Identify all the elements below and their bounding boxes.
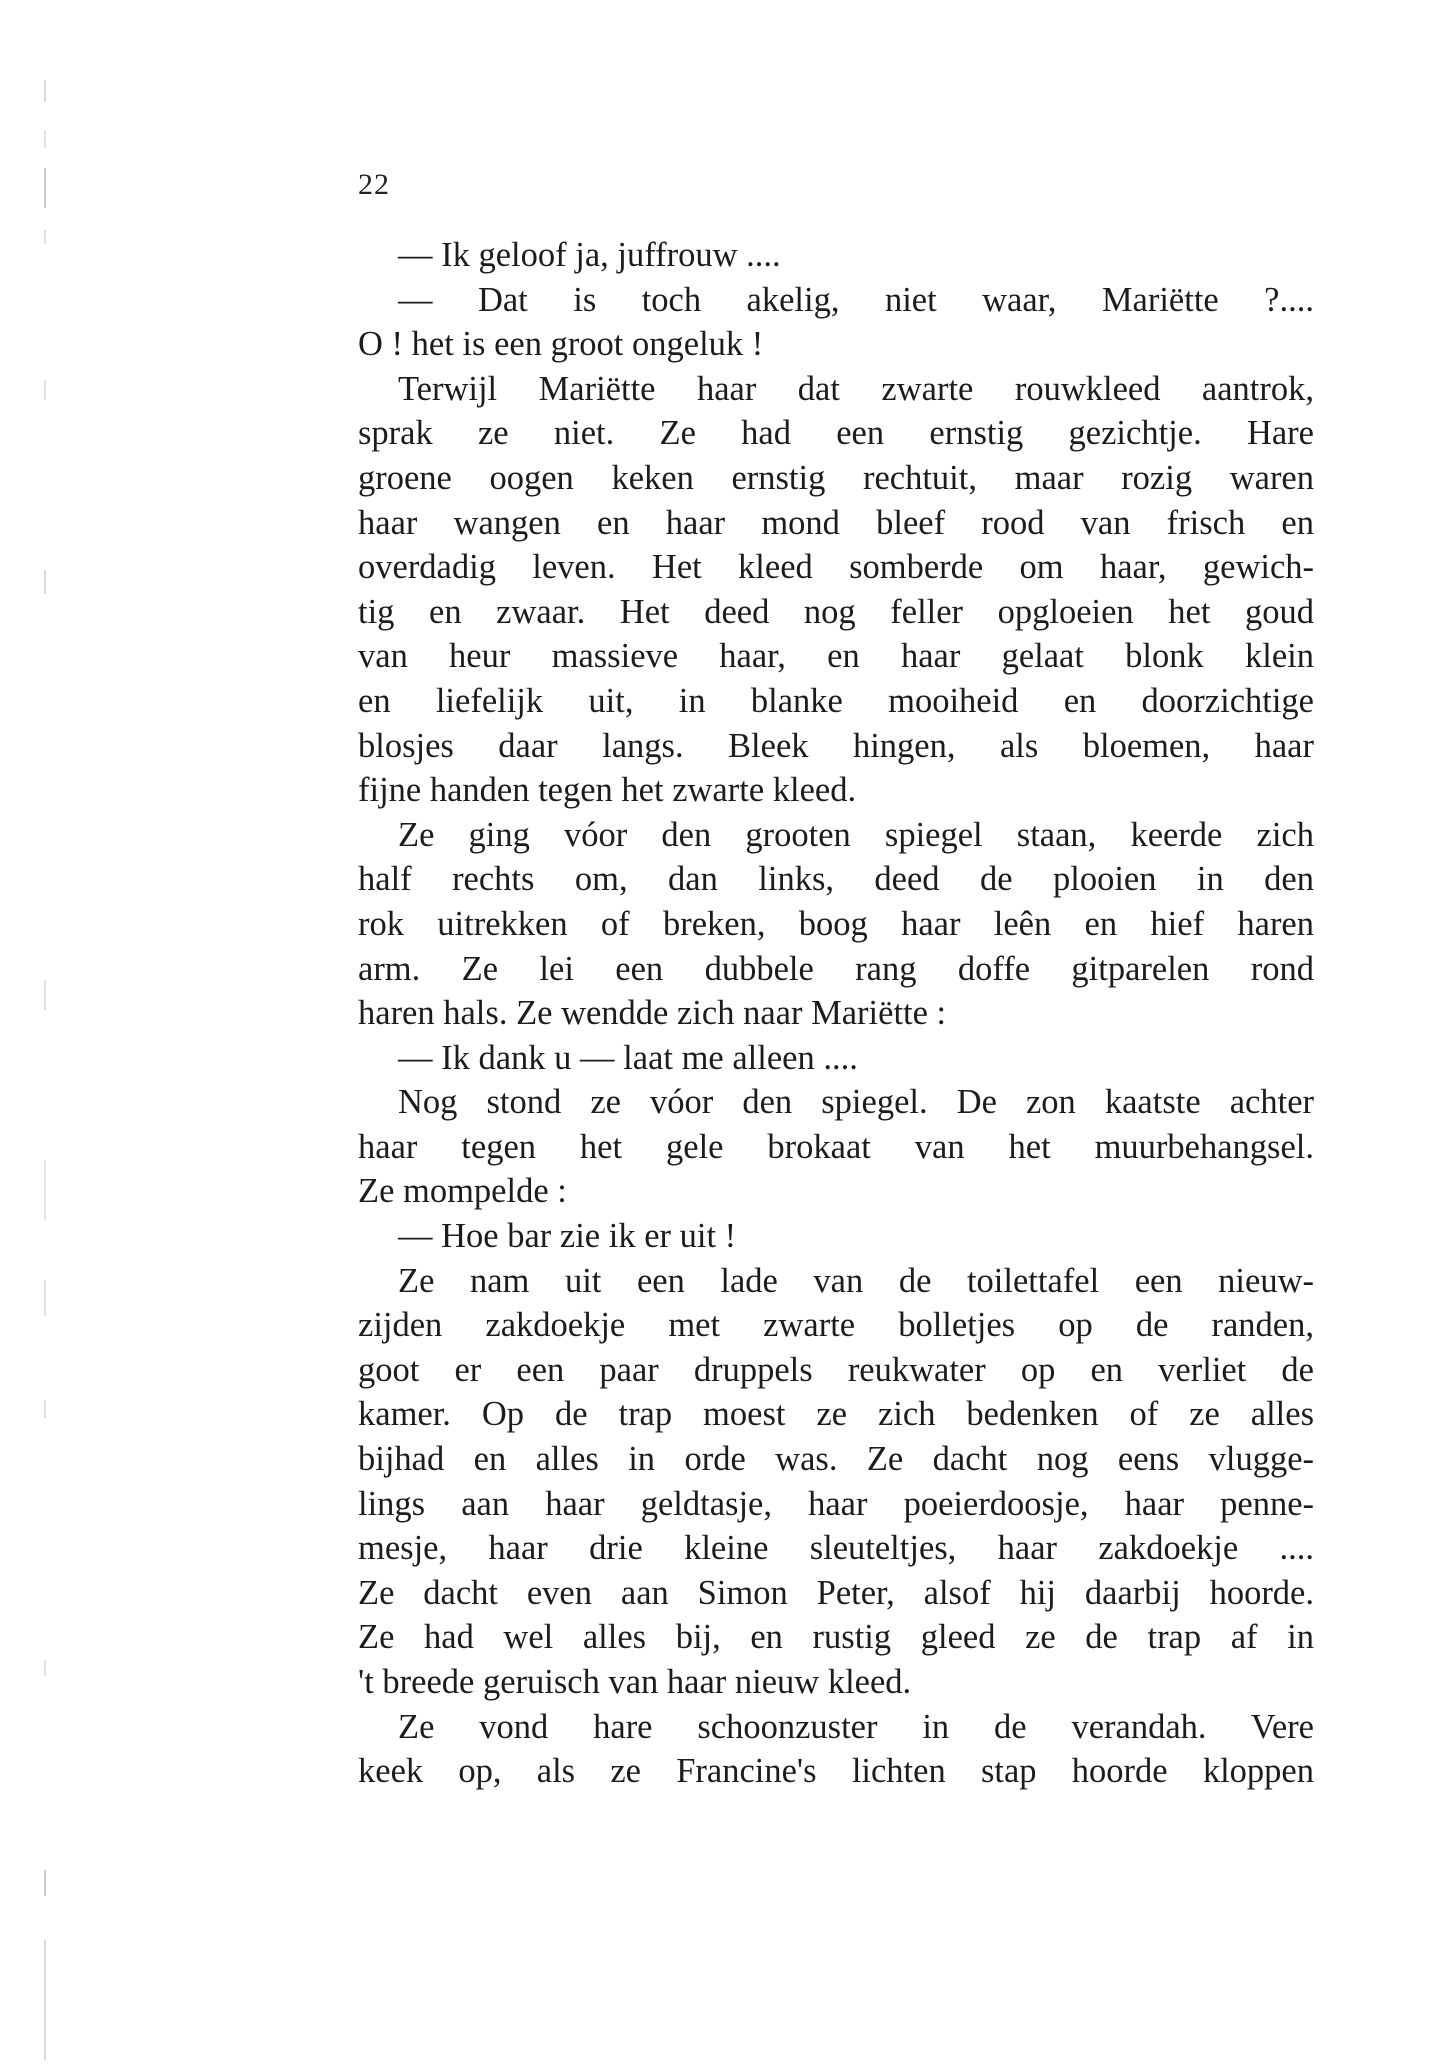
text-line: arm. Ze lei een dubbele rang doffe gitparelen rond <box>358 949 1314 988</box>
text-line: Ze nam uit een lade van de toilettafel een nieuw- <box>398 1261 1314 1300</box>
scan-margin-marks <box>44 80 48 2060</box>
text-line: Ze ging vóor den grooten spiegel staan, keerde zich <box>398 815 1314 854</box>
text-line: keek op, als ze Francine's lichten stap hoorde kloppen <box>358 1752 1314 1791</box>
text-line: — Dat is toch akelig, niet waar, Mariëtte ?.... <box>398 280 1314 319</box>
text-line: goot er een paar druppels reukwater op en verliet de <box>358 1350 1314 1389</box>
text-line: haar tegen het gele brokaat van het muurbehangsel. <box>358 1127 1314 1166</box>
text-line: groene oogen keken ernstig rechtuit, maar rozig waren <box>358 458 1314 497</box>
text-line: half rechts om, dan links, deed de plooien in den <box>358 860 1314 899</box>
text-line: zijden zakdoekje met zwarte bolletjes op de randen, <box>358 1306 1314 1345</box>
page-number: 22 <box>358 168 390 201</box>
text-line: tig en zwaar. Het deed nog feller opgloeien het goud <box>358 592 1314 631</box>
text-line: haren hals. Ze wendde zich naar Mariëtte : <box>358 994 947 1033</box>
text-line: en liefelijk uit, in blanke mooiheid en doorzichtige <box>358 681 1314 720</box>
text-line: O ! het is een groot ongeluk ! <box>358 325 764 364</box>
text-line: Terwijl Mariëtte haar dat zwarte rouwkleed aantrok, <box>398 369 1314 408</box>
text-line: van heur massieve haar, en haar gelaat blonk klein <box>358 637 1314 676</box>
text-line: sprak ze niet. Ze had een ernstig gezichtje. Hare <box>358 414 1314 453</box>
text-line: Ze dacht even aan Simon Peter, alsof hij daarbij hoorde. <box>358 1573 1314 1612</box>
text-line: Ze vond hare schoonzuster in de verandah. Vere <box>398 1707 1314 1746</box>
text-line: kamer. Op de trap moest ze zich bedenken of ze alles <box>358 1395 1314 1434</box>
text-line: haar wangen en haar mond bleef rood van frisch en <box>358 503 1314 542</box>
text-line: Nog stond ze vóor den spiegel. De zon kaatste achter <box>398 1083 1314 1122</box>
text-line: lings aan haar geldtasje, haar poeierdoosje, haar penne- <box>358 1484 1314 1523</box>
text-line: — Hoe bar zie ik er uit ! <box>398 1217 737 1256</box>
text-line: mesje, haar drie kleine sleuteltjes, haar zakdoekje .... <box>358 1529 1314 1568</box>
text-line: 't breede geruisch van haar nieuw kleed. <box>358 1663 912 1701</box>
text-line: bijhad en alles in orde was. Ze dacht nog eens vlugge- <box>358 1440 1314 1479</box>
text-line: — Ik geloof ja, juffrouw .... <box>398 236 781 274</box>
text-line: Ze mompelde : <box>358 1172 567 1211</box>
text-line: rok uitrekken of breken, boog haar leên en hief haren <box>358 904 1314 943</box>
text-line: Ze had wel alles bij, en rustig gleed ze de trap af in <box>358 1618 1314 1657</box>
text-line: blosjes daar langs. Bleek hingen, als bloemen, haar <box>358 726 1314 765</box>
text-line: — Ik dank u — laat me alleen .... <box>398 1038 858 1077</box>
body-text <box>358 233 1314 1794</box>
text-line: fijne handen tegen het zwarte kleed. <box>358 771 857 810</box>
text-line: overdadig leven. Het kleed somberde om haar, gewich- <box>358 548 1314 587</box>
